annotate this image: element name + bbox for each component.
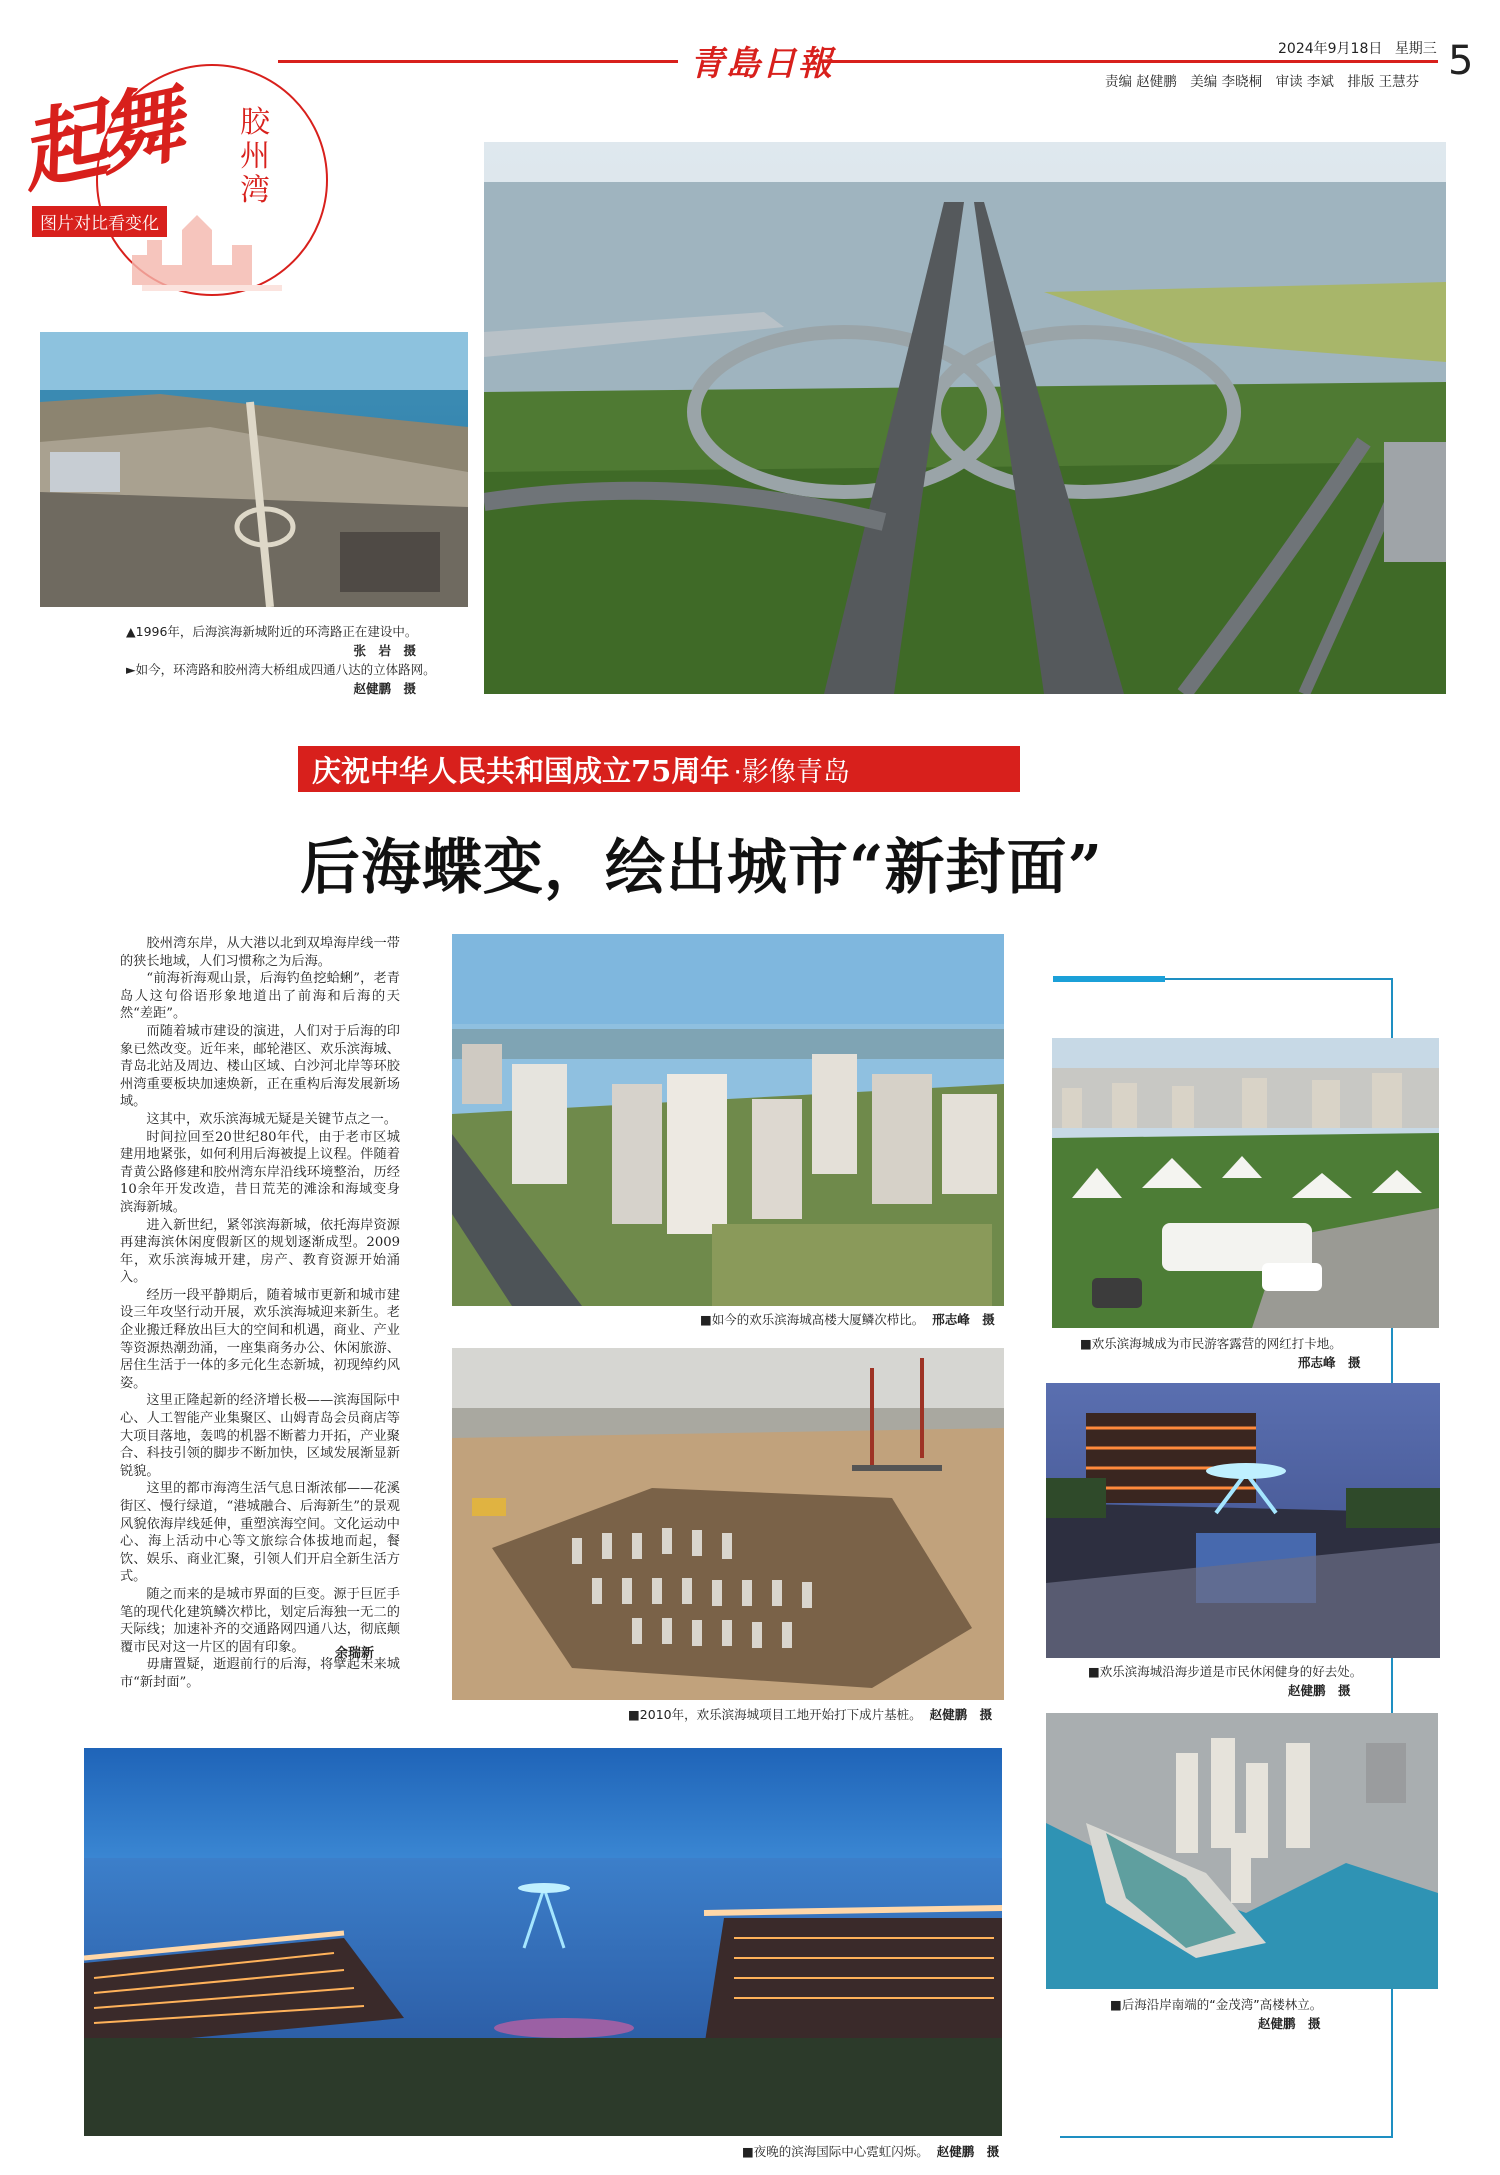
- caption-towers: [700, 1310, 995, 1329]
- logo-tag: 图片对比看变化: [32, 206, 167, 237]
- photo-camping: [1052, 1038, 1439, 1328]
- article-paragraph: 胶州湾东岸，从大港以北到双埠海岸线一带的狭长地域，人们习惯称之为后海。: [120, 936, 400, 969]
- article-paragraph: 进入新世纪，紧邻滨海新城，依托海岸资源再建海滨休闲度假新区的规划逐渐成型。2009年，欢乐滨海城开建，房产、教育资源开始涌入。: [120, 1217, 400, 1286]
- photo-jinmao: [1046, 1713, 1438, 1989]
- caption-camping: [1080, 1334, 1380, 1372]
- issue-date: [1278, 38, 1437, 58]
- caption-towers-credit: 邢志峰 摄: [932, 1312, 995, 1327]
- frame-bottom: [1060, 2136, 1393, 2138]
- masthead: 青島日報: [690, 44, 834, 84]
- frame-top-accent: [1053, 976, 1165, 982]
- article-paragraph: 而随着城市建设的演进，人们对于后海的印象已然改变。近年来，邮轮港区、欢乐滨海城、青岛北站及周边、楼山区域、白沙河北岸等环胶州湾重要板块加速焕新，正在重构后海发展新场域。: [120, 1023, 400, 1110]
- caption-promenade-text: ■欢乐滨海城沿海步道是市民休闲健身的好去处。: [1088, 1664, 1363, 1679]
- article-paragraph: 随之而来的是城市界面的巨变。源于巨匠手笔的现代化建筑鳞次栉比，划定后海独一无二的天际线；加速补齐的交通路网四通八达，彻底颠覆市民对这一片区的固有印象。: [120, 1586, 400, 1655]
- caption-night-text: ■夜晚的滨海国际中心霓虹闪烁。: [742, 2144, 929, 2159]
- caption-jinmao: [1110, 1995, 1410, 2033]
- article-paragraph: 经历一段平静期后，随着城市更新和城市建设三年攻坚行动开展，欢乐滨海城迎来新生。老企业搬迁释放出巨大的空间和机遇，商业、产业等资源热潮劲涌，一座集商务办公、休闲旅游、居住生活于一体的多元化生态新城，初现绰约风姿。: [120, 1287, 400, 1391]
- caption-construction-credit: 赵健鹏 摄: [929, 1707, 993, 1722]
- banner-sub: ·影像青岛: [733, 756, 850, 788]
- article-paragraph: 这其中，欢乐滨海城无疑是关键节点之一。: [146, 1111, 397, 1127]
- caption-night-credit: 赵健鹏 摄: [936, 2144, 1000, 2159]
- article-paragraph: 毋庸置疑，逝遐前行的后海，将擘起未来城市“新封面”。: [120, 1657, 400, 1690]
- date: 2024年9月18日: [1278, 41, 1383, 57]
- header-rule-right: [820, 60, 1438, 63]
- section-banner: [298, 746, 1020, 792]
- article-body: [120, 935, 400, 1692]
- photo-promenade: [1046, 1383, 1440, 1658]
- caption-camping-credit: 邢志峰 摄: [1298, 1355, 1361, 1370]
- caption-night: [742, 2142, 999, 2161]
- caption-promenade: [1088, 1662, 1408, 1700]
- article-paragraph: 这里正隆起新的经济增长极——滨海国际中心、人工智能产业集聚区、山姆青岛会员商店等大项目落地，轰鸣的机器不断蓄力开拓，产业聚合、科技引领的脚步不断加快，区域发展渐显新锐貌。: [120, 1393, 400, 1479]
- page-number: 5: [1448, 38, 1474, 84]
- photo-interchange: [484, 142, 1446, 694]
- caption-1996-text: ▲1996年，后海滨海新城附近的环湾路正在建设中。: [126, 624, 418, 639]
- section-logo: [12, 40, 332, 300]
- photo-towers: [452, 934, 1004, 1306]
- banner-title: 庆祝中华人民共和国成立75周年: [312, 753, 730, 788]
- caption-towers-text: ■如今的欢乐滨海城高楼大厦鳞次栉比。: [700, 1312, 925, 1327]
- caption-camping-text: ■欢乐滨海城成为市民游客露营的网红打卡地。: [1080, 1336, 1342, 1351]
- staff-credits: 责编 赵健鹏 美编 李晓桐 审读 李斌 排版 王慧芬: [1105, 74, 1420, 90]
- caption-interchange-credit: 赵健鹏 摄: [353, 681, 416, 696]
- article-paragraph: “前海祈海观山景，后海钓鱼挖蛤蜊”，老青岛人这句俗语形象地道出了前海和后海的天然“差距”。: [120, 971, 400, 1022]
- photo-1996-ring-road: [40, 332, 468, 607]
- caption-1996: [126, 622, 476, 698]
- caption-construction-text: ■2010年，欢乐滨海城项目工地开始打下成片基桩。: [628, 1707, 922, 1722]
- caption-1996-credit: 张 岩 摄: [353, 643, 416, 658]
- caption-jinmao-credit: 赵健鹏 摄: [1258, 2016, 1321, 2031]
- photo-night-center: [84, 1748, 1002, 2136]
- caption-jinmao-text: ■后海沿岸南端的“金茂湾”高楼林立。: [1110, 1997, 1323, 2012]
- article-paragraph: 时间拉回至20世纪80年代，由于老市区城建用地紧张，如何利用后海被提上议程。伴随着青黄公路修建和胶州湾东岸沿线环境整治，历经10余年开发改造，昔日荒芜的滩涂和海域变身滨海新城。: [120, 1129, 400, 1215]
- photo-construction: [452, 1348, 1004, 1700]
- logo-big-text: 起舞: [10, 73, 185, 205]
- headline: 后海蝶变，绘出城市“新封面”: [300, 833, 1104, 903]
- weekday: 星期三: [1394, 41, 1437, 57]
- caption-promenade-credit: 赵健鹏 摄: [1288, 1683, 1351, 1698]
- article-author: 余瑞新: [335, 1646, 375, 1661]
- caption-interchange-text: ►如今，环湾路和胶州湾大桥组成四通八达的立体路网。: [126, 662, 436, 677]
- header-rule-left: [278, 60, 678, 63]
- logo-side-text: 胶州湾: [240, 105, 270, 208]
- article-paragraph: 这里的都市海湾生活气息日渐浓郁——花溪街区、慢行绿道，“港城融合、后海新生”的景观风貌依海岸线延伸，重塑滨海空间。文化运动中心、海上活动中心等文旅综合体拔地而起，餐饮、娱乐、商业汇聚，引领人们开启全新生活方式。: [120, 1481, 400, 1585]
- caption-construction: [628, 1705, 992, 1724]
